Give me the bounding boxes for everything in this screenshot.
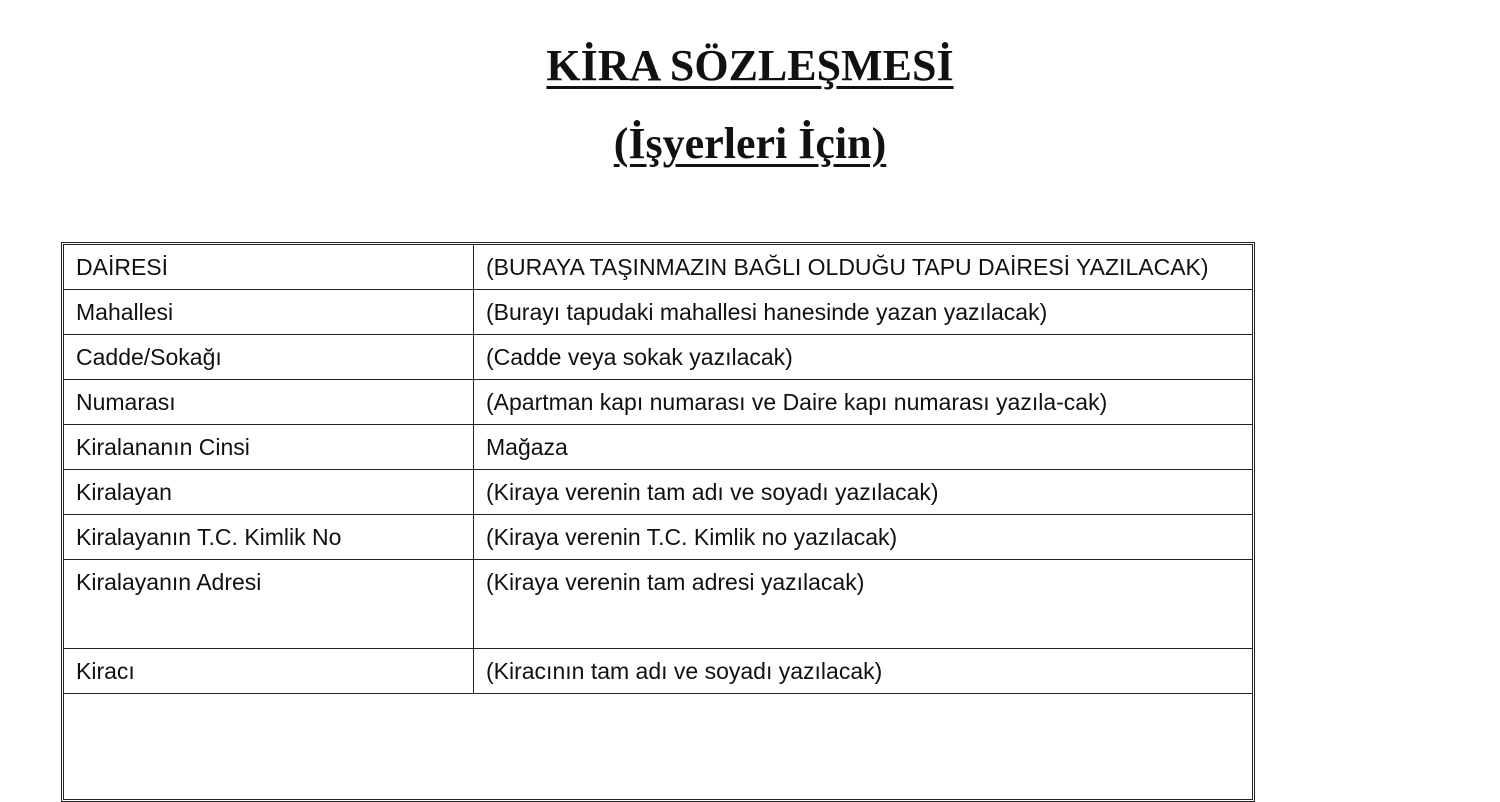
- table-row: [64, 425, 1252, 470]
- row-value: (Apartman kapı numarası ve Daire kapı numarası yazıla-cak): [474, 380, 1253, 425]
- table-row: [64, 470, 1252, 515]
- document-title-text: KİRA SÖZLEŞMESİ: [546, 41, 954, 90]
- document-subtitle-text: (İşyerleri İçin): [613, 119, 887, 168]
- table-row: [64, 245, 1252, 290]
- row-value: (BURAYA TAŞINMAZIN BAĞLI OLDUĞU TAPU DAİRESİ YAZILACAK): [474, 245, 1253, 290]
- table-row: [64, 649, 1252, 694]
- row-label: Cadde/Sokağı: [64, 335, 474, 380]
- table-row: [64, 380, 1252, 425]
- row-value: (Kiraya verenin tam adresi yazılacak): [474, 560, 1253, 649]
- row-label: Kiralananın Cinsi: [64, 425, 474, 470]
- row-label: Kiralayanın T.C. Kimlik No: [64, 515, 474, 560]
- table-row: [64, 515, 1252, 560]
- row-label: Kiralayanın Adresi: [64, 560, 474, 649]
- row-value: (Cadde veya sokak yazılacak): [474, 335, 1253, 380]
- document-subtitle: [0, 119, 1500, 168]
- row-value: (Burayı tapudaki mahallesi hanesinde yazan yazılacak): [474, 290, 1253, 335]
- row-value: (Kiraya verenin T.C. Kimlik no yazılacak): [474, 515, 1253, 560]
- row-label: Kiralayan: [64, 470, 474, 515]
- row-label: Mahallesi: [64, 290, 474, 335]
- table-row: [64, 335, 1252, 380]
- table-row: [64, 290, 1252, 335]
- row-value: (Kiraya verenin tam adı ve soyadı yazılacak): [474, 470, 1253, 515]
- table-row: [64, 560, 1252, 649]
- document-title: [0, 41, 1500, 90]
- row-label: Numarası: [64, 380, 474, 425]
- contract-info-table: [61, 242, 1255, 802]
- row-value: Mağaza: [474, 425, 1253, 470]
- row-value: (Kiracının tam adı ve soyadı yazılacak): [474, 649, 1253, 694]
- row-label: DAİRESİ: [64, 245, 474, 290]
- row-label: Kiracı: [64, 649, 474, 694]
